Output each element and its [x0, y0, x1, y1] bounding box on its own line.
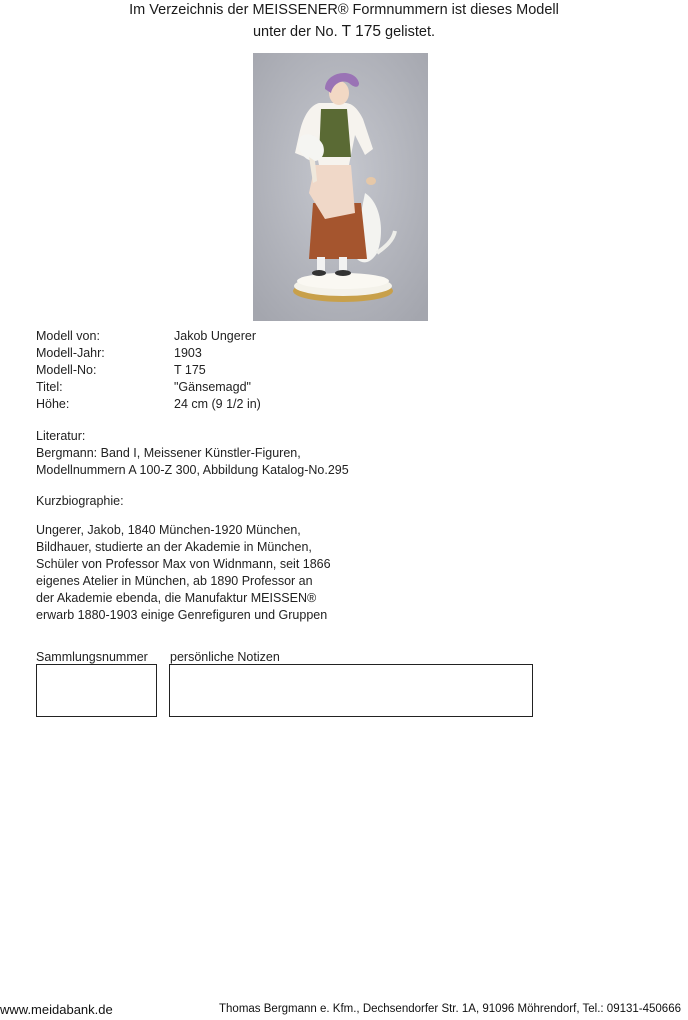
- detail-label: Modell-No:: [36, 363, 97, 377]
- collection-number-label: Sammlungsnummer: [36, 650, 148, 664]
- biography-line: Ungerer, Jakob, 1840 München-1920 München,: [36, 523, 301, 537]
- detail-row-title: [36, 379, 261, 396]
- header-line-1: Im Verzeichnis der MEISSENER® Formnummern ist dieses Modell: [129, 2, 559, 18]
- goose-maid-figurine-image: [253, 53, 428, 321]
- biography-line: der Akademie ebenda, die Manufaktur MEISSEN®: [36, 591, 317, 605]
- biography-line: Bildhauer, studierte an der Akademie in München,: [36, 540, 312, 554]
- header-line-2: [0, 21, 688, 43]
- header-line-2-prefix: unter der No.: [252, 24, 338, 40]
- footer-website-link[interactable]: www.meidabank.de: [0, 1002, 113, 1017]
- biography-line: Schüler von Professor Max von Widnmann, seit 1866: [36, 557, 331, 571]
- header: [0, 0, 688, 43]
- collection-number-field[interactable]: [36, 664, 157, 717]
- detail-value: "Gänsemagd": [174, 380, 251, 394]
- literature-section: [36, 428, 636, 479]
- literature-line: Modellnummern A 100-Z 300, Abbildung Katalog-No.295: [36, 463, 349, 477]
- figurine-photo: [253, 53, 428, 321]
- literature-heading: Literatur:: [36, 429, 86, 443]
- personal-notes-label: persönliche Notizen: [170, 650, 280, 664]
- detail-label: Höhe:: [36, 397, 70, 411]
- header-line-2-suffix: gelistet.: [385, 24, 436, 40]
- biography-line: eigenes Atelier in München, ab 1890 Professor an: [36, 574, 313, 588]
- biography-text: [36, 522, 366, 624]
- biography-line: erwarb 1880-1903 einige Genrefiguren und Gruppen: [36, 608, 328, 622]
- detail-value: 24 cm (9 1/2 in): [174, 397, 261, 411]
- detail-row-model-year: [36, 345, 261, 362]
- detail-label: Titel:: [36, 380, 63, 394]
- biography-heading: Kurzbiographie:: [36, 494, 124, 508]
- header-model-no: T 175: [341, 23, 381, 40]
- detail-value: 1903: [174, 346, 202, 360]
- detail-value: T 175: [174, 363, 206, 377]
- detail-row-height: [36, 396, 261, 413]
- footer-imprint: Thomas Bergmann e. Kfm., Dechsendorfer Str. 1A, 91096 Möhrendorf, Tel.: 09131-450666: [219, 1003, 681, 1015]
- detail-value: Jakob Ungerer: [174, 329, 256, 343]
- model-details: [36, 328, 261, 413]
- detail-row-model-no: [36, 362, 261, 379]
- detail-row-model-by: [36, 328, 261, 345]
- detail-label: Modell-Jahr:: [36, 346, 105, 360]
- literature-line: Bergmann: Band I, Meissener Künstler-Figuren,: [36, 446, 301, 460]
- personal-notes-field[interactable]: [169, 664, 533, 717]
- detail-label: Modell von:: [36, 329, 100, 343]
